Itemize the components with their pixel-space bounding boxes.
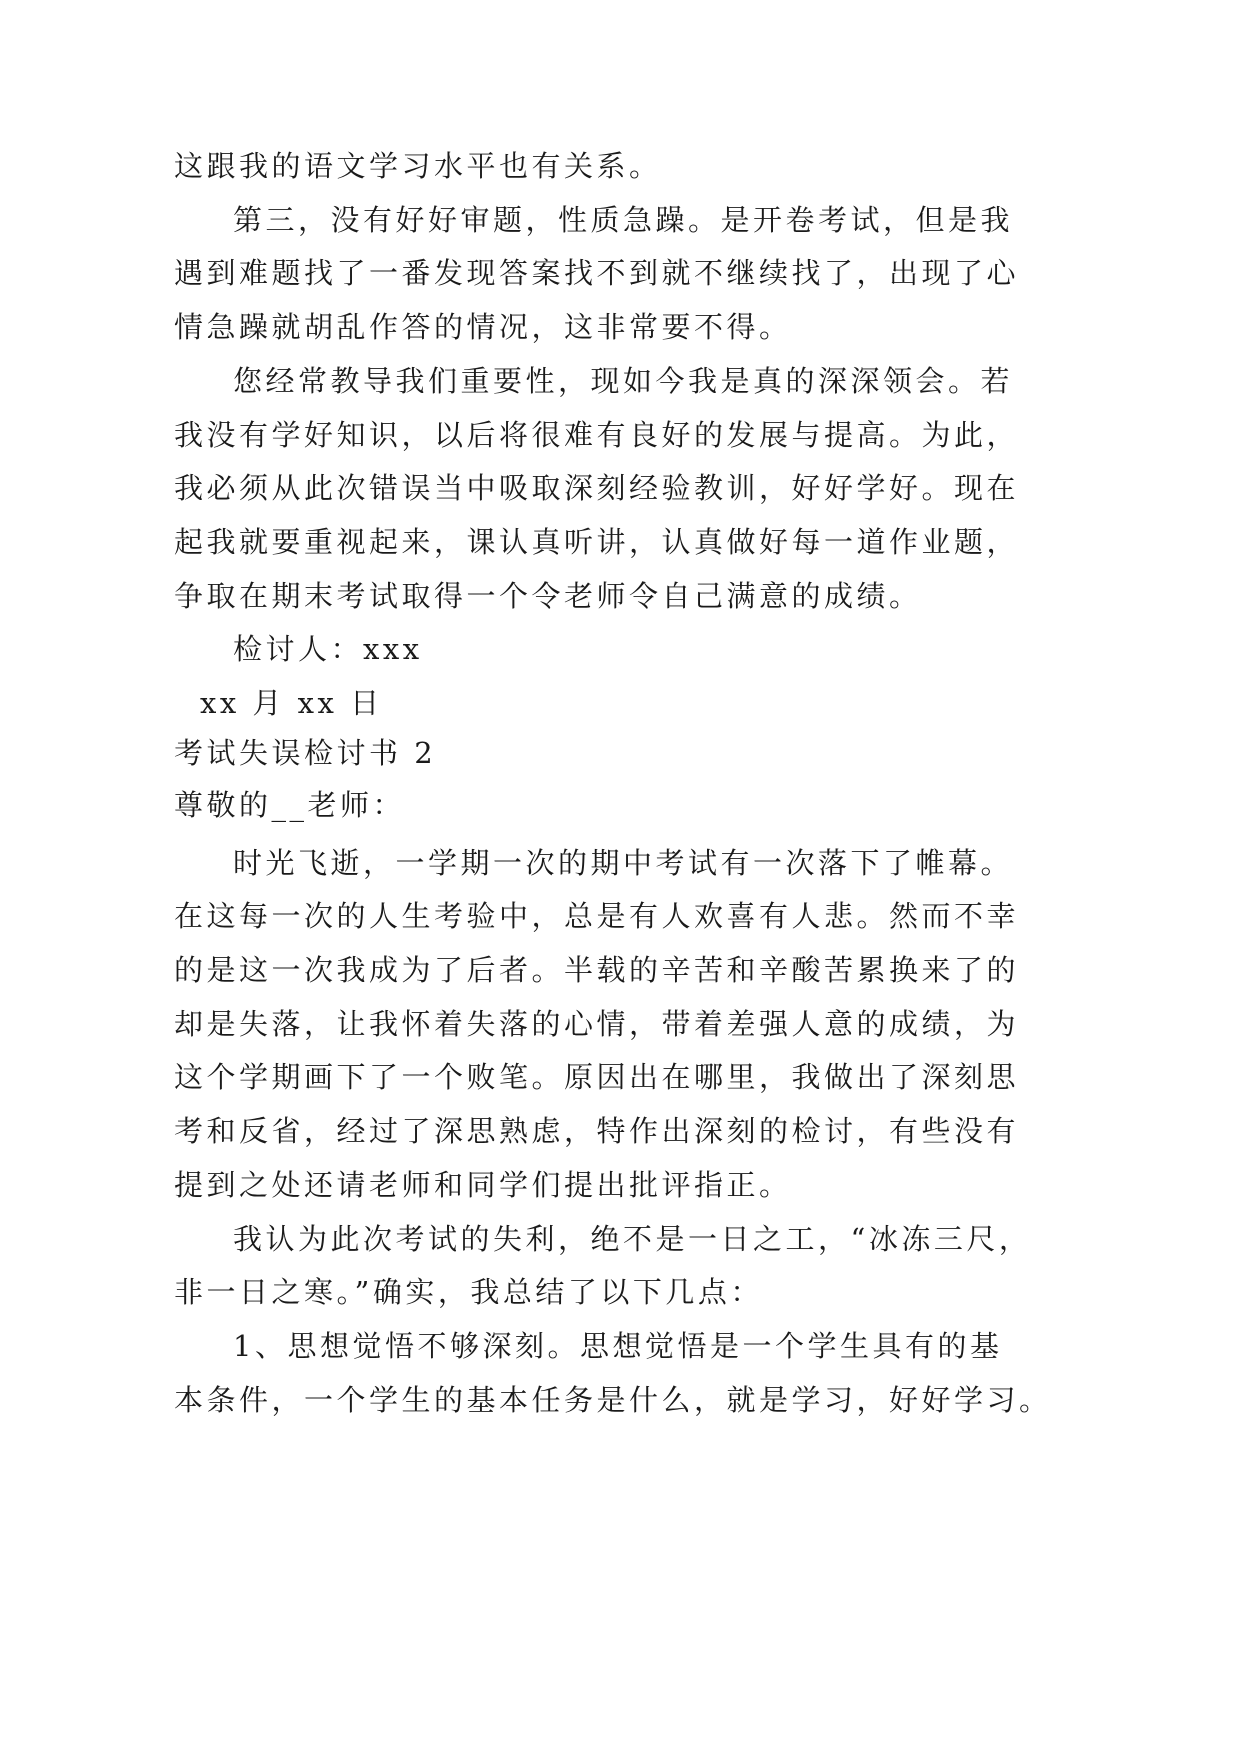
text-line: 却是失落，让我怀着失落的心情，带着差强人意的成绩，为 (174, 1007, 1020, 1041)
text-line: 我认为此次考试的失利，绝不是一日之工，“冰冻三尺， (233, 1222, 1032, 1256)
text-line: 这个学期画下了一个败笔。原因出在哪里，我做出了深刻思 (174, 1060, 1020, 1094)
text-line: 这跟我的语文学习水平也有关系。 (174, 149, 662, 183)
signature-line: 检讨人：xxx (233, 632, 423, 666)
text-line: 您经常教导我们重要性，现如今我是真的深深领会。若 (233, 364, 1014, 398)
text-line: 非一日之寒。”确实，我总结了以下几点： (174, 1275, 763, 1309)
text-line: 1、思想觉悟不够深刻。思想觉悟是一个学生具有的基 (233, 1329, 1003, 1363)
text-line: 本条件，一个学生的基本任务是什么，就是学习，好好学习。 (174, 1383, 1052, 1417)
text-line: 起我就要重视起来，课认真听讲，认真做好每一道作业题， (174, 525, 1020, 559)
section-title: 考试失误检讨书 2 (174, 736, 437, 770)
text-line: 我没有学好知识，以后将很难有良好的发展与提高。为此， (174, 418, 1020, 452)
text-line: 我必须从此次错误当中吸取深刻经验教训，好好学好。现在 (174, 471, 1020, 505)
text-line: 在这每一次的人生考验中，总是有人欢喜有人悲。然而不幸 (174, 899, 1020, 933)
text-line: 时光飞逝，一学期一次的期中考试有一次落下了帷幕。 (233, 846, 1014, 880)
text-line: 提到之处还请老师和同学们提出批评指正。 (174, 1168, 792, 1202)
text-line: 遇到难题找了一番发现答案找不到就不继续找了，出现了心 (174, 256, 1020, 290)
text-line: 第三，没有好好审题，性质急躁。是开卷考试，但是我 (233, 203, 1014, 237)
text-line: 情急躁就胡乱作答的情况，这非常要不得。 (174, 310, 792, 344)
date-line: xx 月 xx 日 (200, 686, 383, 720)
salutation: 尊敬的__老师： (174, 788, 406, 822)
text-line: 争取在期末考试取得一个令老师令自己满意的成绩。 (174, 579, 922, 613)
text-line: 的是这一次我成为了后者。半载的辛苦和辛酸苦累换来了的 (174, 953, 1020, 987)
text-line: 考和反省，经过了深思熟虑，特作出深刻的检讨，有些没有 (174, 1114, 1020, 1148)
